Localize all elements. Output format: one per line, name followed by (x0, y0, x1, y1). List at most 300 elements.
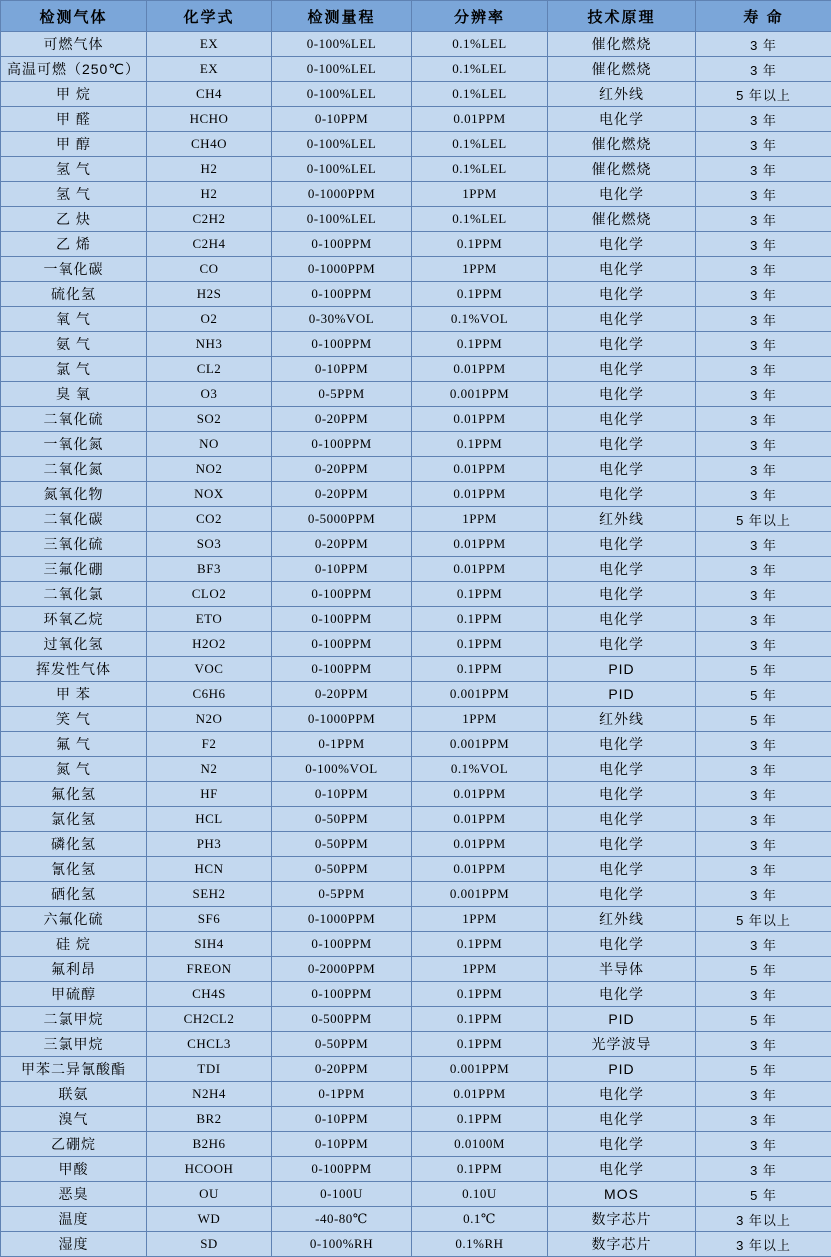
cell-range: 0-30%VOL (272, 307, 412, 332)
cell-principle: PID (548, 657, 696, 682)
cell-formula: NOX (147, 482, 272, 507)
cell-principle: 电化学 (548, 757, 696, 782)
cell-principle: MOS (548, 1182, 696, 1207)
cell-gas: 氮 气 (1, 757, 147, 782)
table-row (1, 1007, 831, 1032)
cell-lifespan: 5 年 (696, 1007, 831, 1032)
cell-principle: 电化学 (548, 932, 696, 957)
column-header-formula: 化学式 (147, 1, 272, 32)
cell-formula: HCOOH (147, 1157, 272, 1182)
cell-gas: 氟利昂 (1, 957, 147, 982)
cell-formula: HCL (147, 807, 272, 832)
cell-range: 0-100PPM (272, 332, 412, 357)
cell-range: 0-1000PPM (272, 182, 412, 207)
cell-range: 0-100%LEL (272, 57, 412, 82)
cell-formula: NO2 (147, 457, 272, 482)
cell-formula: SO3 (147, 532, 272, 557)
cell-gas: 二氧化氮 (1, 457, 147, 482)
cell-principle: 电化学 (548, 832, 696, 857)
cell-range: 0-50PPM (272, 807, 412, 832)
table-row (1, 257, 831, 282)
table-row (1, 82, 831, 107)
cell-resolution: 0.01PPM (412, 457, 548, 482)
cell-principle: 红外线 (548, 907, 696, 932)
cell-resolution: 0.1PPM (412, 1107, 548, 1132)
cell-gas: 硒化氢 (1, 882, 147, 907)
cell-formula: C2H4 (147, 232, 272, 257)
table-row (1, 532, 831, 557)
cell-formula: EX (147, 32, 272, 57)
cell-range: 0-1000PPM (272, 707, 412, 732)
table-row (1, 307, 831, 332)
table-row (1, 582, 831, 607)
cell-principle: 电化学 (548, 982, 696, 1007)
table-row (1, 1157, 831, 1182)
cell-principle: 电化学 (548, 857, 696, 882)
cell-lifespan: 3 年 (696, 382, 831, 407)
cell-resolution: 0.1%LEL (412, 57, 548, 82)
cell-lifespan: 3 年 (696, 757, 831, 782)
cell-formula: OU (147, 1182, 272, 1207)
cell-resolution: 0.1PPM (412, 1007, 548, 1032)
table-row (1, 707, 831, 732)
cell-range: 0-10PPM (272, 782, 412, 807)
cell-gas: 笑 气 (1, 707, 147, 732)
table-row (1, 982, 831, 1007)
cell-gas: 甲苯二异氰酸酯 (1, 1057, 147, 1082)
cell-range: 0-100%LEL (272, 207, 412, 232)
cell-principle: 电化学 (548, 232, 696, 257)
cell-formula: CO (147, 257, 272, 282)
cell-resolution: 0.1PPM (412, 1157, 548, 1182)
cell-lifespan: 5 年 (696, 1182, 831, 1207)
cell-range: 0-50PPM (272, 1032, 412, 1057)
cell-principle: 电化学 (548, 782, 696, 807)
cell-resolution: 1PPM (412, 957, 548, 982)
cell-range: 0-100PPM (272, 232, 412, 257)
cell-lifespan: 5 年 (696, 657, 831, 682)
cell-lifespan: 5 年 (696, 682, 831, 707)
cell-resolution: 0.1PPM (412, 982, 548, 1007)
cell-principle: 催化燃烧 (548, 32, 696, 57)
table-row (1, 207, 831, 232)
cell-gas: 乙 烯 (1, 232, 147, 257)
cell-range: 0-100PPM (272, 432, 412, 457)
cell-principle: 半导体 (548, 957, 696, 982)
cell-resolution: 0.1%VOL (412, 757, 548, 782)
cell-lifespan: 3 年 (696, 457, 831, 482)
cell-lifespan: 3 年 (696, 282, 831, 307)
table-row (1, 657, 831, 682)
cell-gas: 温度 (1, 1207, 147, 1232)
cell-resolution: 0.01PPM (412, 532, 548, 557)
cell-lifespan: 3 年 (696, 32, 831, 57)
cell-formula: NO (147, 432, 272, 457)
cell-range: 0-100PPM (272, 932, 412, 957)
cell-resolution: 0.1PPM (412, 232, 548, 257)
cell-lifespan: 5 年以上 (696, 907, 831, 932)
cell-resolution: 0.001PPM (412, 382, 548, 407)
cell-principle: 红外线 (548, 707, 696, 732)
cell-gas: 一氧化氮 (1, 432, 147, 457)
cell-lifespan: 3 年 (696, 857, 831, 882)
cell-range: 0-20PPM (272, 532, 412, 557)
cell-lifespan: 3 年 (696, 232, 831, 257)
cell-gas: 二氧化碳 (1, 507, 147, 532)
cell-lifespan: 5 年 (696, 957, 831, 982)
cell-principle: 数字芯片 (548, 1232, 696, 1257)
cell-resolution: 0.1PPM (412, 432, 548, 457)
table-row (1, 357, 831, 382)
cell-range: 0-1PPM (272, 1082, 412, 1107)
cell-gas: 可燃气体 (1, 32, 147, 57)
cell-principle: 电化学 (548, 532, 696, 557)
cell-lifespan: 3 年 (696, 257, 831, 282)
cell-resolution: 1PPM (412, 182, 548, 207)
cell-range: 0-100PPM (272, 582, 412, 607)
table-row (1, 1132, 831, 1157)
cell-formula: NH3 (147, 332, 272, 357)
table-row (1, 157, 831, 182)
cell-resolution: 0.001PPM (412, 682, 548, 707)
cell-resolution: 0.1PPM (412, 582, 548, 607)
table-row (1, 857, 831, 882)
cell-lifespan: 3 年 (696, 782, 831, 807)
cell-formula: SF6 (147, 907, 272, 932)
table-row (1, 382, 831, 407)
cell-resolution: 0.001PPM (412, 732, 548, 757)
cell-principle: 催化燃烧 (548, 157, 696, 182)
cell-gas: 氢 气 (1, 157, 147, 182)
cell-formula: TDI (147, 1057, 272, 1082)
cell-range: 0-5PPM (272, 382, 412, 407)
cell-principle: 电化学 (548, 307, 696, 332)
cell-resolution: 0.01PPM (412, 1082, 548, 1107)
cell-gas: 一氧化碳 (1, 257, 147, 282)
cell-gas: 甲硫醇 (1, 982, 147, 1007)
cell-gas: 二氯甲烷 (1, 1007, 147, 1032)
cell-range: 0-100PPM (272, 282, 412, 307)
table-row (1, 957, 831, 982)
cell-range: 0-10PPM (272, 557, 412, 582)
cell-resolution: 0.01PPM (412, 557, 548, 582)
cell-range: 0-1000PPM (272, 257, 412, 282)
table-row (1, 132, 831, 157)
cell-gas: 甲 苯 (1, 682, 147, 707)
cell-principle: PID (548, 1007, 696, 1032)
table-header-row (1, 1, 831, 32)
cell-principle: 电化学 (548, 182, 696, 207)
cell-formula: CL2 (147, 357, 272, 382)
cell-lifespan: 3 年 (696, 207, 831, 232)
cell-lifespan: 3 年 (696, 807, 831, 832)
table-row (1, 1207, 831, 1232)
cell-resolution: 1PPM (412, 907, 548, 932)
table-row (1, 482, 831, 507)
cell-principle: 电化学 (548, 432, 696, 457)
cell-principle: PID (548, 1057, 696, 1082)
column-header-gas: 检测气体 (1, 1, 147, 32)
cell-range: 0-1000PPM (272, 907, 412, 932)
cell-resolution: 0.01PPM (412, 407, 548, 432)
cell-range: 0-100PPM (272, 657, 412, 682)
cell-resolution: 0.01PPM (412, 357, 548, 382)
cell-principle: 电化学 (548, 332, 696, 357)
cell-range: 0-20PPM (272, 482, 412, 507)
cell-principle: 电化学 (548, 457, 696, 482)
cell-principle: 电化学 (548, 407, 696, 432)
cell-resolution: 0.001PPM (412, 1057, 548, 1082)
cell-formula: C6H6 (147, 682, 272, 707)
table-row (1, 332, 831, 357)
cell-gas: 恶臭 (1, 1182, 147, 1207)
cell-principle: 电化学 (548, 1132, 696, 1157)
cell-lifespan: 3 年 (696, 582, 831, 607)
cell-principle: 电化学 (548, 882, 696, 907)
cell-lifespan: 3 年 (696, 357, 831, 382)
cell-formula: CHCL3 (147, 1032, 272, 1057)
cell-lifespan: 5 年以上 (696, 82, 831, 107)
cell-formula: B2H6 (147, 1132, 272, 1157)
cell-gas: 甲 烷 (1, 82, 147, 107)
cell-formula: BR2 (147, 1107, 272, 1132)
cell-range: 0-100PPM (272, 982, 412, 1007)
cell-formula: PH3 (147, 832, 272, 857)
cell-gas: 氟化氢 (1, 782, 147, 807)
cell-lifespan: 3 年 (696, 557, 831, 582)
table-row (1, 282, 831, 307)
cell-resolution: 0.01PPM (412, 782, 548, 807)
cell-range: 0-5000PPM (272, 507, 412, 532)
cell-range: 0-10PPM (272, 1132, 412, 1157)
cell-principle: 电化学 (548, 482, 696, 507)
cell-gas: 环氧乙烷 (1, 607, 147, 632)
cell-principle: 电化学 (548, 357, 696, 382)
cell-gas: 湿度 (1, 1232, 147, 1257)
cell-principle: 电化学 (548, 607, 696, 632)
cell-lifespan: 3 年 (696, 57, 831, 82)
cell-range: 0-500PPM (272, 1007, 412, 1032)
cell-formula: SO2 (147, 407, 272, 432)
cell-lifespan: 5 年 (696, 707, 831, 732)
cell-gas: 三氧化硫 (1, 532, 147, 557)
cell-gas: 氮氧化物 (1, 482, 147, 507)
cell-resolution: 0.1℃ (412, 1207, 548, 1232)
table-row (1, 1107, 831, 1132)
cell-lifespan: 3 年 (696, 932, 831, 957)
cell-resolution: 0.1PPM (412, 282, 548, 307)
cell-lifespan: 3 年 (696, 107, 831, 132)
cell-range: 0-20PPM (272, 1057, 412, 1082)
cell-principle: 电化学 (548, 1107, 696, 1132)
table-row (1, 1232, 831, 1257)
cell-resolution: 0.1PPM (412, 332, 548, 357)
cell-formula: F2 (147, 732, 272, 757)
cell-resolution: 0.1PPM (412, 632, 548, 657)
cell-lifespan: 3 年 (696, 982, 831, 1007)
cell-lifespan: 3 年 (696, 132, 831, 157)
cell-formula: N2O (147, 707, 272, 732)
cell-principle: 红外线 (548, 507, 696, 532)
cell-range: 0-100U (272, 1182, 412, 1207)
cell-range: 0-20PPM (272, 407, 412, 432)
cell-lifespan: 3 年 (696, 532, 831, 557)
cell-gas: 联氨 (1, 1082, 147, 1107)
table-row (1, 682, 831, 707)
cell-formula: C2H2 (147, 207, 272, 232)
cell-gas: 三氟化硼 (1, 557, 147, 582)
table-row (1, 57, 831, 82)
cell-gas: 氟 气 (1, 732, 147, 757)
cell-range: 0-50PPM (272, 832, 412, 857)
cell-range: 0-10PPM (272, 357, 412, 382)
cell-formula: BF3 (147, 557, 272, 582)
table-row (1, 232, 831, 257)
table-row (1, 557, 831, 582)
cell-formula: SEH2 (147, 882, 272, 907)
cell-gas: 氧 气 (1, 307, 147, 332)
column-header-lifespan: 寿 命 (696, 1, 831, 32)
cell-lifespan: 3 年 (696, 482, 831, 507)
cell-principle: PID (548, 682, 696, 707)
cell-principle: 电化学 (548, 382, 696, 407)
cell-lifespan: 3 年以上 (696, 1232, 831, 1257)
cell-lifespan: 3 年 (696, 632, 831, 657)
cell-principle: 催化燃烧 (548, 132, 696, 157)
cell-resolution: 0.1%VOL (412, 307, 548, 332)
cell-formula: H2 (147, 157, 272, 182)
cell-formula: WD (147, 1207, 272, 1232)
cell-gas: 六氟化硫 (1, 907, 147, 932)
cell-resolution: 0.01PPM (412, 857, 548, 882)
cell-resolution: 0.1%LEL (412, 32, 548, 57)
cell-lifespan: 3 年 (696, 157, 831, 182)
cell-gas: 高温可燃（250℃） (1, 57, 147, 82)
cell-gas: 氰化氢 (1, 857, 147, 882)
cell-resolution: 0.1PPM (412, 657, 548, 682)
cell-resolution: 1PPM (412, 707, 548, 732)
table-row (1, 732, 831, 757)
table-row (1, 782, 831, 807)
table-row (1, 907, 831, 932)
cell-range: 0-100%VOL (272, 757, 412, 782)
cell-resolution: 0.1%LEL (412, 132, 548, 157)
table-row (1, 1032, 831, 1057)
cell-formula: FREON (147, 957, 272, 982)
cell-resolution: 0.1PPM (412, 607, 548, 632)
table-row (1, 882, 831, 907)
cell-range: -40-80℃ (272, 1207, 412, 1232)
cell-formula: CH4O (147, 132, 272, 157)
cell-lifespan: 3 年 (696, 607, 831, 632)
cell-resolution: 0.01PPM (412, 482, 548, 507)
cell-range: 0-1PPM (272, 732, 412, 757)
cell-range: 0-100PPM (272, 632, 412, 657)
cell-formula: O2 (147, 307, 272, 332)
table-row (1, 432, 831, 457)
cell-gas: 三氯甲烷 (1, 1032, 147, 1057)
cell-lifespan: 3 年 (696, 1107, 831, 1132)
cell-resolution: 1PPM (412, 257, 548, 282)
cell-formula: CLO2 (147, 582, 272, 607)
cell-formula: HCN (147, 857, 272, 882)
cell-principle: 电化学 (548, 632, 696, 657)
cell-range: 0-100%LEL (272, 157, 412, 182)
cell-formula: HF (147, 782, 272, 807)
cell-formula: CO2 (147, 507, 272, 532)
cell-lifespan: 3 年 (696, 407, 831, 432)
table-header (1, 1, 831, 32)
cell-lifespan: 3 年 (696, 182, 831, 207)
cell-lifespan: 3 年以上 (696, 1207, 831, 1232)
table-row (1, 407, 831, 432)
cell-formula: N2H4 (147, 1082, 272, 1107)
cell-formula: HCHO (147, 107, 272, 132)
cell-lifespan: 3 年 (696, 732, 831, 757)
cell-range: 0-20PPM (272, 457, 412, 482)
cell-formula: VOC (147, 657, 272, 682)
table-row (1, 757, 831, 782)
cell-principle: 数字芯片 (548, 1207, 696, 1232)
cell-gas: 硫化氢 (1, 282, 147, 307)
cell-principle: 催化燃烧 (548, 207, 696, 232)
cell-formula: CH2CL2 (147, 1007, 272, 1032)
cell-lifespan: 3 年 (696, 332, 831, 357)
cell-resolution: 0.001PPM (412, 882, 548, 907)
cell-resolution: 1PPM (412, 507, 548, 532)
cell-lifespan: 5 年 (696, 1057, 831, 1082)
cell-range: 0-10PPM (272, 1107, 412, 1132)
cell-range: 0-100%LEL (272, 32, 412, 57)
cell-principle: 光学波导 (548, 1032, 696, 1057)
cell-range: 0-20PPM (272, 682, 412, 707)
table-row (1, 1082, 831, 1107)
cell-resolution: 0.10U (412, 1182, 548, 1207)
cell-principle: 电化学 (548, 807, 696, 832)
cell-lifespan: 3 年 (696, 1157, 831, 1182)
cell-lifespan: 3 年 (696, 1082, 831, 1107)
cell-formula: ETO (147, 607, 272, 632)
cell-range: 0-50PPM (272, 857, 412, 882)
column-header-principle: 技术原理 (548, 1, 696, 32)
column-header-range: 检测量程 (272, 1, 412, 32)
cell-lifespan: 3 年 (696, 432, 831, 457)
table-row (1, 32, 831, 57)
cell-resolution: 0.1PPM (412, 1032, 548, 1057)
cell-resolution: 0.1%LEL (412, 82, 548, 107)
cell-principle: 电化学 (548, 107, 696, 132)
cell-gas: 氢 气 (1, 182, 147, 207)
cell-formula: H2S (147, 282, 272, 307)
table-row (1, 832, 831, 857)
cell-formula: EX (147, 57, 272, 82)
cell-gas: 磷化氢 (1, 832, 147, 857)
cell-formula: N2 (147, 757, 272, 782)
cell-lifespan: 3 年 (696, 832, 831, 857)
cell-formula: CH4 (147, 82, 272, 107)
cell-gas: 臭 氧 (1, 382, 147, 407)
cell-formula: SIH4 (147, 932, 272, 957)
cell-range: 0-100%LEL (272, 132, 412, 157)
cell-range: 0-100PPM (272, 607, 412, 632)
cell-gas: 甲 醇 (1, 132, 147, 157)
cell-gas: 氯 气 (1, 357, 147, 382)
cell-range: 0-100%RH (272, 1232, 412, 1257)
cell-gas: 二氧化氯 (1, 582, 147, 607)
cell-principle: 电化学 (548, 1082, 696, 1107)
cell-gas: 氨 气 (1, 332, 147, 357)
cell-gas: 溴气 (1, 1107, 147, 1132)
